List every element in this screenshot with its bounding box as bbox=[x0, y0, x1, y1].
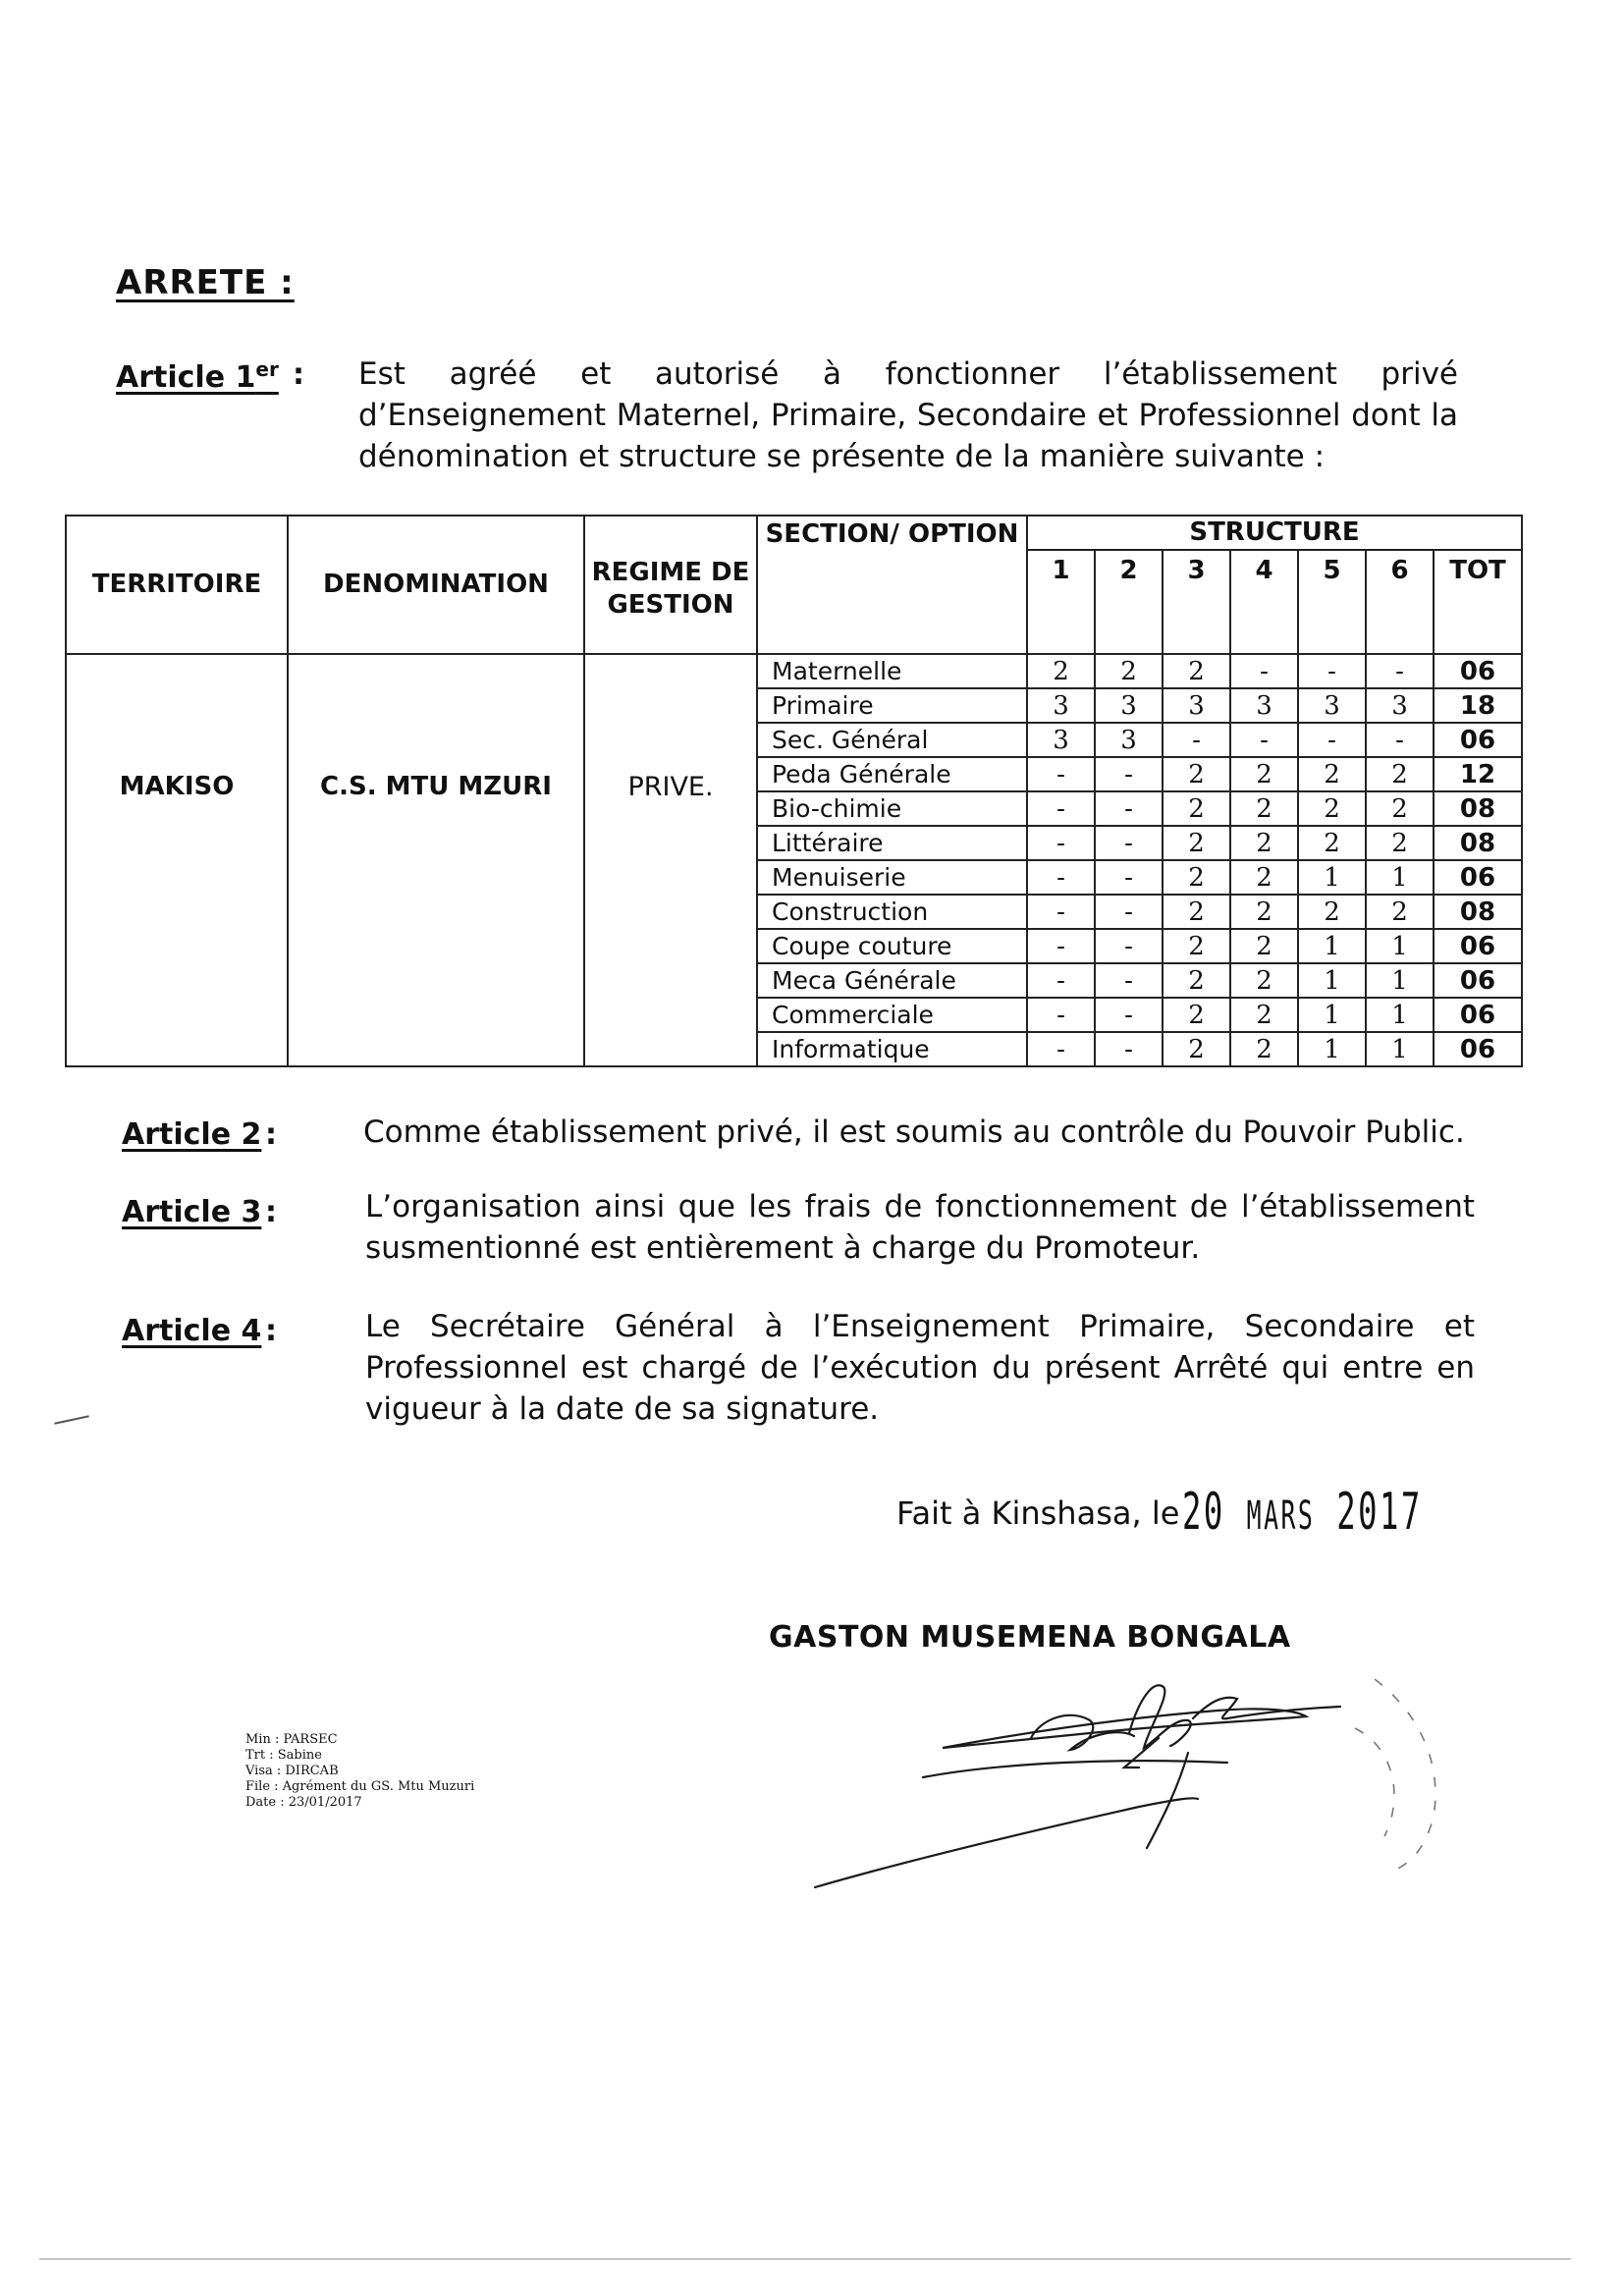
structure-value-cell: - bbox=[1366, 654, 1434, 688]
ref-date: Date : 23/01/2017 bbox=[245, 1795, 362, 1810]
option-cell: Littéraire bbox=[757, 826, 1027, 860]
structure-value-cell: 3 bbox=[1366, 688, 1434, 723]
structure-value-cell: 2 bbox=[1095, 654, 1163, 688]
date-day: 20 bbox=[1182, 1483, 1225, 1542]
total-cell: 06 bbox=[1434, 654, 1522, 688]
structure-value-cell: 2 bbox=[1230, 895, 1298, 929]
structure-value-cell: 2 bbox=[1298, 791, 1366, 826]
structure-value-cell: 2 bbox=[1230, 860, 1298, 895]
regime-cell: PRIVE. bbox=[584, 654, 757, 1066]
structure-value-cell: - bbox=[1095, 929, 1163, 963]
structure-value-cell: 2 bbox=[1163, 791, 1230, 826]
structure-table-body bbox=[66, 654, 1522, 1066]
article-3-colon: : bbox=[265, 1195, 277, 1229]
article-3-label: Article 3 bbox=[122, 1195, 262, 1229]
date-year: 2017 bbox=[1336, 1483, 1423, 1542]
structure-value-cell: 2 bbox=[1163, 1032, 1230, 1066]
structure-value-cell: - bbox=[1027, 791, 1095, 826]
structure-value-cell: 1 bbox=[1298, 998, 1366, 1032]
structure-value-cell: - bbox=[1095, 826, 1163, 860]
margin-mark bbox=[54, 1415, 89, 1424]
article-4-text: Le Secrétaire Général à l’Enseignement Primaire, Secondaire et Professionnel est chargé de l’exécution du présent Arrêté qui entre en vigueur à la date de sa signature. bbox=[365, 1309, 1475, 1427]
structure-value-cell: - bbox=[1027, 826, 1095, 860]
ref-visa: Visa : DIRCAB bbox=[245, 1764, 339, 1778]
total-cell: 08 bbox=[1434, 826, 1522, 860]
header-col-2: 2 bbox=[1095, 550, 1163, 654]
option-cell: Peda Générale bbox=[757, 757, 1027, 791]
structure-value-cell: 2 bbox=[1163, 860, 1230, 895]
header-section-option: SECTION/ OPTION bbox=[757, 516, 1027, 654]
header-denomination: DENOMINATION bbox=[288, 516, 584, 654]
date-month: MARS bbox=[1246, 1494, 1316, 1539]
structure-value-cell: 2 bbox=[1163, 929, 1230, 963]
structure-value-cell: 2 bbox=[1163, 998, 1230, 1032]
structure-value-cell: 2 bbox=[1163, 757, 1230, 791]
article-1-colon: : bbox=[293, 357, 304, 392]
article-1-superscript: er bbox=[255, 357, 279, 381]
structure-value-cell: 2 bbox=[1163, 654, 1230, 688]
option-cell: Sec. Général bbox=[757, 723, 1027, 757]
structure-value-cell: 1 bbox=[1366, 929, 1434, 963]
structure-value-cell: 3 bbox=[1298, 688, 1366, 723]
article-2-label: Article 2 bbox=[122, 1117, 262, 1152]
article-4-label: Article 4 bbox=[122, 1314, 262, 1348]
decree-heading: ARRETE : bbox=[116, 263, 295, 302]
structure-value-cell: - bbox=[1027, 757, 1095, 791]
territoire-cell: MAKISO bbox=[66, 654, 288, 1066]
structure-value-cell: 1 bbox=[1298, 963, 1366, 998]
option-cell: Coupe couture bbox=[757, 929, 1027, 963]
option-cell: Informatique bbox=[757, 1032, 1027, 1066]
structure-value-cell: - bbox=[1366, 723, 1434, 757]
total-cell: 06 bbox=[1434, 963, 1522, 998]
total-cell: 06 bbox=[1434, 723, 1522, 757]
structure-value-cell: - bbox=[1095, 998, 1163, 1032]
total-cell: 06 bbox=[1434, 998, 1522, 1032]
table-row bbox=[66, 654, 1522, 688]
structure-value-cell: 2 bbox=[1366, 791, 1434, 826]
option-cell: Menuiserie bbox=[757, 860, 1027, 895]
structure-value-cell: 2 bbox=[1366, 826, 1434, 860]
structure-value-cell: 2 bbox=[1230, 826, 1298, 860]
header-territoire: TERRITOIRE bbox=[66, 516, 288, 654]
header-regime: REGIME DE GESTION bbox=[584, 516, 757, 654]
fait-a-kinshasa: Fait à Kinshasa, le bbox=[896, 1495, 1180, 1532]
denomination-cell: C.S. MTU MZURI bbox=[288, 654, 584, 1066]
structure-value-cell: - bbox=[1027, 895, 1095, 929]
ref-trt: Trt : Sabine bbox=[245, 1748, 322, 1763]
total-cell: 06 bbox=[1434, 1032, 1522, 1066]
article-2-text: Comme établissement privé, il est soumis au contrôle du Pouvoir Public. bbox=[363, 1115, 1465, 1150]
structure-value-cell: 2 bbox=[1027, 654, 1095, 688]
date-stamp bbox=[1182, 1483, 1423, 1542]
structure-value-cell: 1 bbox=[1298, 1032, 1366, 1066]
structure-value-cell: - bbox=[1027, 929, 1095, 963]
structure-value-cell: 1 bbox=[1366, 860, 1434, 895]
structure-value-cell: 1 bbox=[1366, 1032, 1434, 1066]
total-cell: 06 bbox=[1434, 929, 1522, 963]
structure-value-cell: 2 bbox=[1366, 757, 1434, 791]
header-col-5: 5 bbox=[1298, 550, 1366, 654]
structure-value-cell: 1 bbox=[1366, 998, 1434, 1032]
article-3-text: L’organisation ainsi que les frais de fonctionnement de l’établissement susmentionné est entièrement à charge du Promoteur. bbox=[365, 1189, 1475, 1266]
structure-value-cell: 2 bbox=[1230, 929, 1298, 963]
structure-value-cell: - bbox=[1027, 998, 1095, 1032]
structure-value-cell: - bbox=[1095, 860, 1163, 895]
structure-value-cell: 3 bbox=[1163, 688, 1230, 723]
structure-value-cell: 2 bbox=[1230, 757, 1298, 791]
structure-value-cell: 2 bbox=[1163, 963, 1230, 998]
structure-value-cell: 3 bbox=[1230, 688, 1298, 723]
structure-value-cell: 3 bbox=[1027, 688, 1095, 723]
total-cell: 08 bbox=[1434, 791, 1522, 826]
header-col-6: 6 bbox=[1366, 550, 1434, 654]
signatory-name: GASTON MUSEMENA BONGALA bbox=[769, 1620, 1291, 1655]
total-cell: 18 bbox=[1434, 688, 1522, 723]
header-col-tot: TOT bbox=[1434, 550, 1522, 654]
structure-value-cell: - bbox=[1298, 654, 1366, 688]
structure-value-cell: - bbox=[1163, 723, 1230, 757]
structure-value-cell: 2 bbox=[1230, 998, 1298, 1032]
structure-value-cell: 2 bbox=[1366, 895, 1434, 929]
structure-value-cell: 3 bbox=[1095, 723, 1163, 757]
structure-value-cell: 1 bbox=[1366, 963, 1434, 998]
structure-value-cell: - bbox=[1095, 791, 1163, 826]
structure-value-cell: - bbox=[1230, 654, 1298, 688]
structure-value-cell: 2 bbox=[1230, 1032, 1298, 1066]
header-structure: STRUCTURE bbox=[1027, 516, 1522, 550]
structure-value-cell: - bbox=[1095, 1032, 1163, 1066]
structure-value-cell: - bbox=[1095, 757, 1163, 791]
total-cell: 08 bbox=[1434, 895, 1522, 929]
handwritten-signature bbox=[805, 1659, 1492, 1895]
header-col-3: 3 bbox=[1163, 550, 1230, 654]
total-cell: 12 bbox=[1434, 757, 1522, 791]
structure-value-cell: - bbox=[1298, 723, 1366, 757]
reference-block bbox=[245, 1732, 474, 1811]
structure-value-cell: 2 bbox=[1163, 895, 1230, 929]
article-4-colon: : bbox=[265, 1314, 277, 1348]
structure-value-cell: - bbox=[1027, 963, 1095, 998]
structure-value-cell: 3 bbox=[1027, 723, 1095, 757]
article-1-label-text: Article 1 bbox=[116, 360, 256, 395]
structure-value-cell: 1 bbox=[1298, 929, 1366, 963]
option-cell: Primaire bbox=[757, 688, 1027, 723]
structure-value-cell: - bbox=[1027, 1032, 1095, 1066]
page-bottom-rule bbox=[39, 2258, 1571, 2259]
structure-value-cell: 2 bbox=[1163, 826, 1230, 860]
structure-value-cell: - bbox=[1230, 723, 1298, 757]
article-2-colon: : bbox=[265, 1117, 277, 1152]
total-cell: 06 bbox=[1434, 860, 1522, 895]
article-1-text: Est agréé et autorisé à fonctionner l’établissement privé d’Enseignement Maternel, Primaire, Secondaire et Professionnel dont la dénomination et structure se présente de la manière suivante : bbox=[358, 356, 1458, 474]
structure-table bbox=[65, 515, 1523, 1067]
option-cell: Commerciale bbox=[757, 998, 1027, 1032]
structure-value-cell: 1 bbox=[1298, 860, 1366, 895]
structure-value-cell: - bbox=[1095, 963, 1163, 998]
article-1-label bbox=[116, 357, 279, 395]
header-col-1: 1 bbox=[1027, 550, 1095, 654]
structure-value-cell: 2 bbox=[1298, 757, 1366, 791]
option-cell: Meca Générale bbox=[757, 963, 1027, 998]
option-cell: Bio-chimie bbox=[757, 791, 1027, 826]
ref-file: File : Agrément du GS. Mtu Muzuri bbox=[245, 1779, 475, 1794]
structure-value-cell: 2 bbox=[1298, 826, 1366, 860]
structure-value-cell: 3 bbox=[1095, 688, 1163, 723]
structure-value-cell: - bbox=[1095, 895, 1163, 929]
option-cell: Construction bbox=[757, 895, 1027, 929]
structure-value-cell: - bbox=[1027, 860, 1095, 895]
ref-min: Min : PARSEC bbox=[245, 1732, 338, 1747]
header-col-4: 4 bbox=[1230, 550, 1298, 654]
option-cell: Maternelle bbox=[757, 654, 1027, 688]
structure-value-cell: 2 bbox=[1230, 963, 1298, 998]
structure-value-cell: 2 bbox=[1298, 895, 1366, 929]
structure-value-cell: 2 bbox=[1230, 791, 1298, 826]
